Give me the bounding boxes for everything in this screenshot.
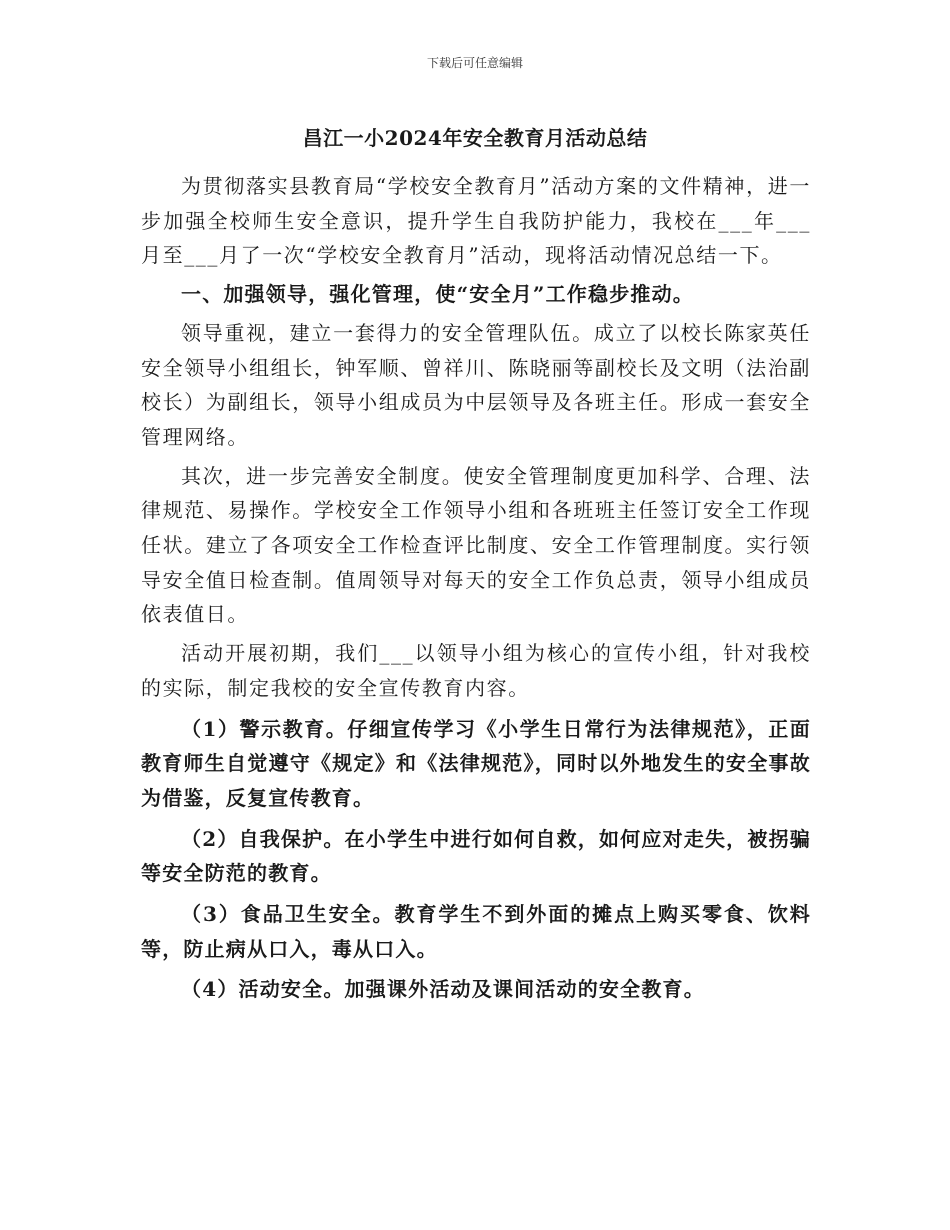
paragraph-leadership: 领导重视，建立一套得力的安全管理队伍。成立了以校长陈家英任安全领导小组组长，钟军顺、曾祥川、陈晓丽等副校长及文明（法治副校长）为副组长，领导小组成员为中层领导及各班主任。形成一套安全管理网络。 (141, 320, 811, 449)
list-item-self-protection: （2）自我保护。在小学生中进行如何自救，如何应对走失，被拐骗等安全防范的教育。 (141, 826, 811, 886)
section-heading-1: 一、加强领导，强化管理，使“安全月”工作稳步推动。 (181, 282, 695, 307)
document-body (141, 169, 811, 1007)
list-item-food-safety: （3）食品卫生安全。教育学生不到外面的摊点上购买零食、饮料等，防止病从口入，毒从口入。 (141, 902, 811, 961)
paragraph-campaign: 活动开展初期，我们___以领导小组为核心的宣传小组，针对我校的实际，制定我校的安全宣传教育内容。 (141, 641, 811, 700)
header-note: 下载后可任意编辑 (426, 56, 523, 70)
list-item-activity-safety: （4）活动安全。加强课外活动及课间活动的安全教育。 (181, 977, 705, 1002)
list-item-warning-education: （1）警示教育。仔细宣传学习《小学生日常行为法律规范》，正面教育师生自觉遵守《规定》和《法律规范》，同时以外地发生的安全事故为借鉴，反复宣传教育。 (141, 716, 811, 810)
document-title: 昌江一小2024年安全教育月活动总结 (302, 126, 648, 150)
paragraph-system: 其次，进一步完善安全制度。使安全管理制度更加科学、合理、法律规范、易操作。学校安全工作领导小组和各班班主任签订安全工作现任状。建立了各项安全工作检查评比制度、安全工作管理制度。实行领导安全值日检查制。值周领导对每天的安全工作负总责，领导小组成员依表值日。 (141, 463, 811, 627)
paragraph-intro: 为贯彻落实县教育局“学校安全教育月”活动方案的文件精神，进一步加强全校师生安全意识，提升学生自我防护能力，我校在___年___月至___月了一次“学校安全教育月”活动，现将活动情况总结一下。 (141, 174, 811, 268)
